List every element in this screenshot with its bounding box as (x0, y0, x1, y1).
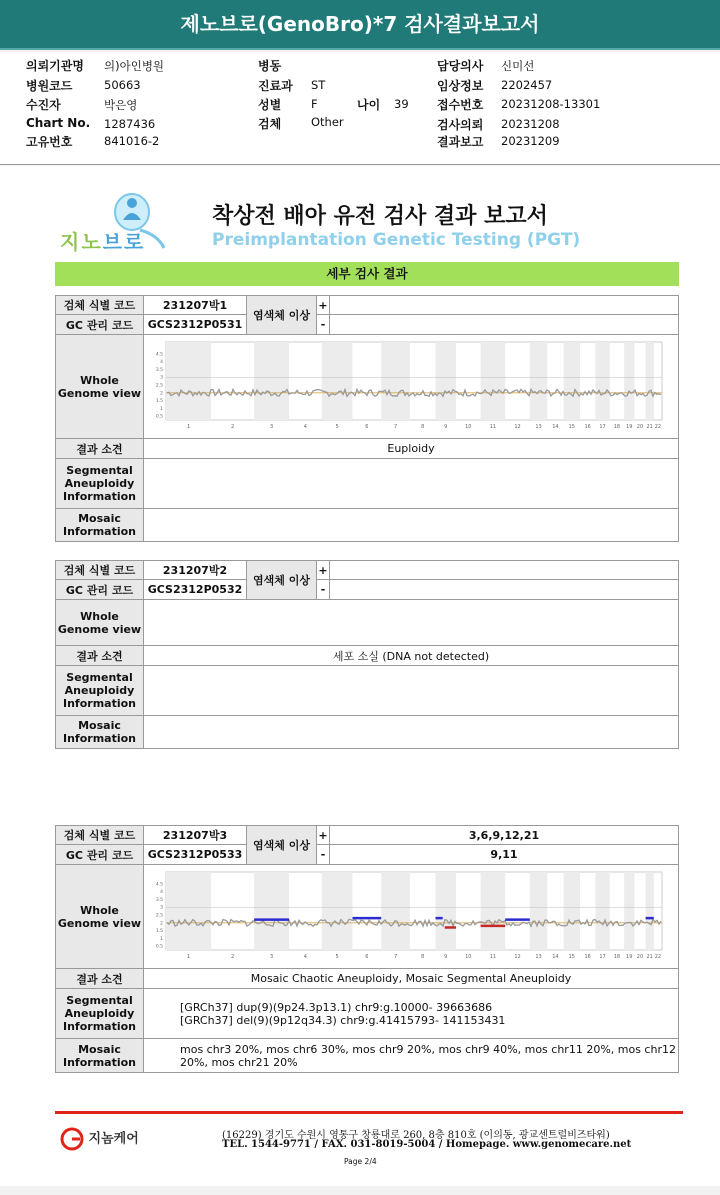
chromosome-tick-label: 22 (654, 954, 662, 960)
y-tick-label: 1 (160, 936, 163, 942)
chromosome-band (322, 872, 353, 950)
receipt-value: 20231208-13301 (501, 97, 601, 111)
chrom-abnormality-label: 염색체 이상 (247, 296, 317, 335)
chromosome-tick-label: 11 (489, 424, 497, 430)
chromosome-tick-label: 18 (613, 954, 621, 960)
genomecare-logo-icon (60, 1127, 84, 1151)
whole-genome-label: Whole Genome view (56, 865, 144, 969)
ward-label: 병동 (258, 59, 282, 73)
id-code-label: 검체 식별 코드 (56, 826, 144, 845)
sample-table-3 (55, 825, 679, 1073)
whole-genome-view (144, 600, 679, 646)
chromosome-band (624, 872, 634, 950)
chromosome-tick-label: 4 (303, 424, 307, 430)
chromosome-tick-label: 8 (421, 424, 425, 430)
chromosome-tick-label: 10 (465, 954, 472, 960)
y-tick-label: 3.5 (155, 897, 163, 903)
loss-chromosomes (330, 315, 679, 335)
mosaic-label: Mosaic Information (56, 509, 144, 542)
chromosome-tick-label: 8 (421, 954, 425, 960)
segmental-label: Segmental Aneuploidy Information (56, 459, 144, 509)
recipient-label: 수진자 (26, 98, 61, 112)
chromosome-tick-label: 22 (654, 424, 662, 430)
gc-code-label: GC 관리 코드 (56, 315, 144, 335)
chromosome-tick-label: 14 (552, 954, 559, 960)
report-date-value: 20231209 (501, 134, 560, 148)
chromosome-band (530, 872, 547, 950)
segmental-value (144, 459, 679, 509)
minus-sign: - (317, 845, 330, 865)
chromosome-tick-label: 9 (444, 424, 448, 430)
y-tick-label: 4 (160, 890, 163, 896)
chromosome-band (322, 342, 353, 420)
finding-value: Mosaic Chaotic Aneuploidy, Mosaic Segmental Aneuploidy (144, 969, 679, 989)
chromosome-tick-label: 11 (489, 954, 497, 960)
chromosome-tick-label: 15 (568, 954, 576, 960)
chromosome-tick-label: 12 (514, 954, 521, 960)
chromosome-tick-label: 5 (335, 954, 339, 960)
chromosome-tick-label: 9 (444, 954, 448, 960)
sample-id: 231207박1 (144, 296, 247, 315)
chromosome-band (436, 342, 456, 420)
chromosome-tick-label: 20 (636, 424, 644, 430)
mosaic-value: mos chr3 20%, mos chr6 30%, mos chr9 20%, mos chr9 40%, mos chr11 20%, mos chr12 20%, mos chr21 20% (144, 1039, 679, 1073)
mosaic-value (144, 509, 679, 542)
y-tick-label: 3 (160, 375, 163, 381)
chromosome-tick-label: 19 (626, 424, 633, 430)
unique-no-label: 고유번호 (26, 135, 73, 149)
chromosome-band (436, 872, 456, 950)
report-title-korean: 착상전 배아 유전 검사 결과 보고서 (212, 204, 548, 229)
page-number: Page 2/4 (344, 1157, 377, 1166)
receipt-label: 접수번호 (437, 98, 484, 112)
chromosome-tick-label: 18 (613, 424, 621, 430)
whole-genome-view (144, 335, 679, 439)
chromosome-band (646, 872, 654, 950)
specimen-label: 검체 (258, 117, 282, 131)
segmental-label: Segmental Aneuploidy Information (56, 989, 144, 1039)
whole-genome-label: Whole Genome view (56, 335, 144, 439)
doctor-value: 신미선 (501, 59, 535, 73)
chromosome-band (481, 342, 506, 420)
chromosome-tick-label: 6 (365, 424, 369, 430)
mosaic-label: Mosaic Information (56, 1039, 144, 1073)
gc-code: GCS2312P0533 (144, 845, 247, 865)
sample-id: 231207박2 (144, 561, 247, 580)
y-tick-label: 2 (160, 391, 163, 397)
chromosome-tick-label: 21 (646, 954, 653, 960)
section-detail-results: 세부 검사 결과 (55, 262, 679, 286)
sample-id: 231207박3 (144, 826, 247, 845)
y-tick-label: 4.5 (155, 882, 163, 888)
y-tick-label: 4 (160, 360, 163, 366)
segmental-value (144, 666, 679, 716)
genome-plot-1 (150, 338, 670, 432)
whole-genome-view (144, 865, 679, 969)
specimen-value: Other (311, 115, 344, 129)
report-title-english: Preimplantation Genetic Testing (PGT) (212, 230, 581, 250)
whole-genome-label: Whole Genome view (56, 600, 144, 646)
unique-no-value: 841016-2 (104, 134, 160, 148)
loss-chromosomes (330, 580, 679, 600)
plus-sign: + (317, 296, 330, 315)
chromosome-band (624, 342, 634, 420)
report-header-title: 제노브로(GenoBro)*7 검사결과보고서 (0, 0, 720, 50)
loss-chromosomes: 9,11 (330, 845, 679, 865)
chromosome-band (481, 872, 506, 950)
chromosome-tick-label: 10 (465, 424, 472, 430)
chromosome-band (530, 342, 547, 420)
chromosome-tick-label: 16 (584, 424, 591, 430)
y-tick-label: 3 (160, 905, 163, 911)
genome-plot-3 (150, 868, 670, 962)
id-code-label: 검체 식별 코드 (56, 296, 144, 315)
chromosome-tick-label: 7 (393, 954, 398, 960)
report-date-label: 결과보고 (437, 135, 484, 149)
mosaic-label: Mosaic Information (56, 716, 144, 749)
chromosome-tick-label: 16 (584, 954, 591, 960)
chromosome-tick-label: 21 (646, 424, 653, 430)
gc-code: GCS2312P0531 (144, 315, 247, 335)
chromosome-tick-label: 19 (626, 954, 633, 960)
chromosome-tick-label: 12 (514, 424, 521, 430)
sex-label: 성별 (258, 98, 282, 112)
chromosome-band (646, 342, 654, 420)
plus-sign: + (317, 826, 330, 845)
finding-value: Euploidy (144, 439, 679, 459)
sex-value: F (311, 97, 318, 111)
y-tick-label: 4.5 (155, 352, 163, 358)
y-tick-label: 3.5 (155, 367, 163, 373)
request-date-value: 20231208 (501, 117, 560, 131)
age-value: 39 (394, 97, 409, 111)
patient-info-panel (0, 52, 720, 165)
y-tick-label: 1.5 (155, 929, 163, 935)
clinical-label: 임상정보 (437, 79, 484, 93)
dept-label: 진료과 (258, 79, 293, 93)
sample-table-1 (55, 295, 679, 542)
chromosome-tick-label: 5 (335, 424, 339, 430)
chromosome-band (564, 872, 580, 950)
chromosome-tick-label: 14 (552, 424, 559, 430)
y-tick-label: 2.5 (155, 383, 163, 389)
finding-value: 세포 소실 (DNA not detected) (144, 646, 679, 666)
clinical-value: 2202457 (501, 78, 553, 92)
request-date-label: 검사의뢰 (437, 118, 484, 132)
gain-chromosomes: 3,6,9,12,21 (330, 826, 679, 845)
chromosome-tick-label: 4 (303, 954, 307, 960)
sample-table-2 (55, 560, 679, 749)
y-tick-label: 0.5 (155, 414, 163, 420)
age-label: 나이 (357, 98, 381, 112)
y-tick-label: 1.5 (155, 399, 163, 405)
y-tick-label: 0.5 (155, 944, 163, 950)
segmental-value: [GRCh37] dup(9)(9p24.3p13.1) chr9:g.10000- 39663686 [GRCh37] del(9)(9p12q34.3) chr9:g.41415793- 141153431 (144, 989, 679, 1039)
chromosome-band (254, 872, 289, 950)
y-tick-label: 2.5 (155, 913, 163, 919)
chromosome-band (381, 342, 410, 420)
chromosome-band (166, 872, 211, 950)
finding-label: 결과 소견 (56, 439, 144, 459)
chrom-abnormality-label: 염색체 이상 (247, 561, 317, 600)
chromosome-tick-label: 1 (186, 424, 191, 430)
gc-code-label: GC 관리 코드 (56, 845, 144, 865)
y-tick-label: 2 (160, 921, 163, 927)
institution-label: 의뢰기관명 (26, 59, 84, 73)
gc-code: GCS2312P0532 (144, 580, 247, 600)
finding-label: 결과 소견 (56, 646, 144, 666)
chromosome-tick-label: 3 (269, 954, 274, 960)
genobro-logo-text: 지노브로 (60, 230, 146, 254)
chrom-abnormality-label: 염색체 이상 (247, 826, 317, 865)
chromosome-tick-label: 13 (535, 424, 542, 430)
chromosome-tick-label: 17 (599, 424, 606, 430)
chromosome-tick-label: 17 (599, 954, 606, 960)
gain-chromosomes (330, 296, 679, 315)
genomecare-logo (60, 1127, 139, 1151)
chromosome-band (166, 342, 211, 420)
institution-value: 의)아인병원 (104, 59, 165, 73)
finding-label: 결과 소견 (56, 969, 144, 989)
chromosome-tick-label: 1 (186, 954, 191, 960)
mosaic-value (144, 716, 679, 749)
chromosome-band (381, 872, 410, 950)
company-contact: TEL. 1544-9771 / FAX. 031-8019-5004 / Homepage. www.genomecare.net (222, 1139, 632, 1150)
company-name: 지놈케어 (88, 1131, 139, 1147)
gc-code-label: GC 관리 코드 (56, 580, 144, 600)
chromosome-band (595, 342, 609, 420)
hospital-code-label: 병원코드 (26, 79, 73, 93)
segmental-label: Segmental Aneuploidy Information (56, 666, 144, 716)
id-code-label: 검체 식별 코드 (56, 561, 144, 580)
chromosome-tick-label: 6 (365, 954, 369, 960)
chromosome-tick-label: 13 (535, 954, 542, 960)
company-address: (16229) 경기도 수원시 영통구 창룡대로 260, 8층 810호 (이의동, 광교센트럴비즈타워) (222, 1130, 610, 1141)
gain-chromosomes (330, 561, 679, 580)
y-tick-label: 1 (160, 406, 163, 412)
chromosome-tick-label: 2 (231, 954, 235, 960)
chromosome-tick-label: 15 (568, 424, 576, 430)
recipient-value: 박은영 (104, 98, 138, 112)
plus-sign: + (317, 561, 330, 580)
footer-divider (55, 1111, 683, 1114)
chromosome-tick-label: 2 (231, 424, 235, 430)
chart-no-value: 1287436 (104, 117, 156, 131)
minus-sign: - (317, 315, 330, 335)
chromosome-band (595, 872, 609, 950)
chromosome-tick-label: 3 (269, 424, 274, 430)
dept-value: ST (311, 78, 326, 92)
doctor-label: 담당의사 (437, 59, 484, 73)
chromosome-tick-label: 20 (636, 954, 644, 960)
chromosome-band (564, 342, 580, 420)
chart-no-label: Chart No. (26, 116, 91, 130)
hospital-code-value: 50663 (104, 78, 141, 92)
chromosome-tick-label: 7 (393, 424, 398, 430)
minus-sign: - (317, 580, 330, 600)
chromosome-band (254, 342, 289, 420)
